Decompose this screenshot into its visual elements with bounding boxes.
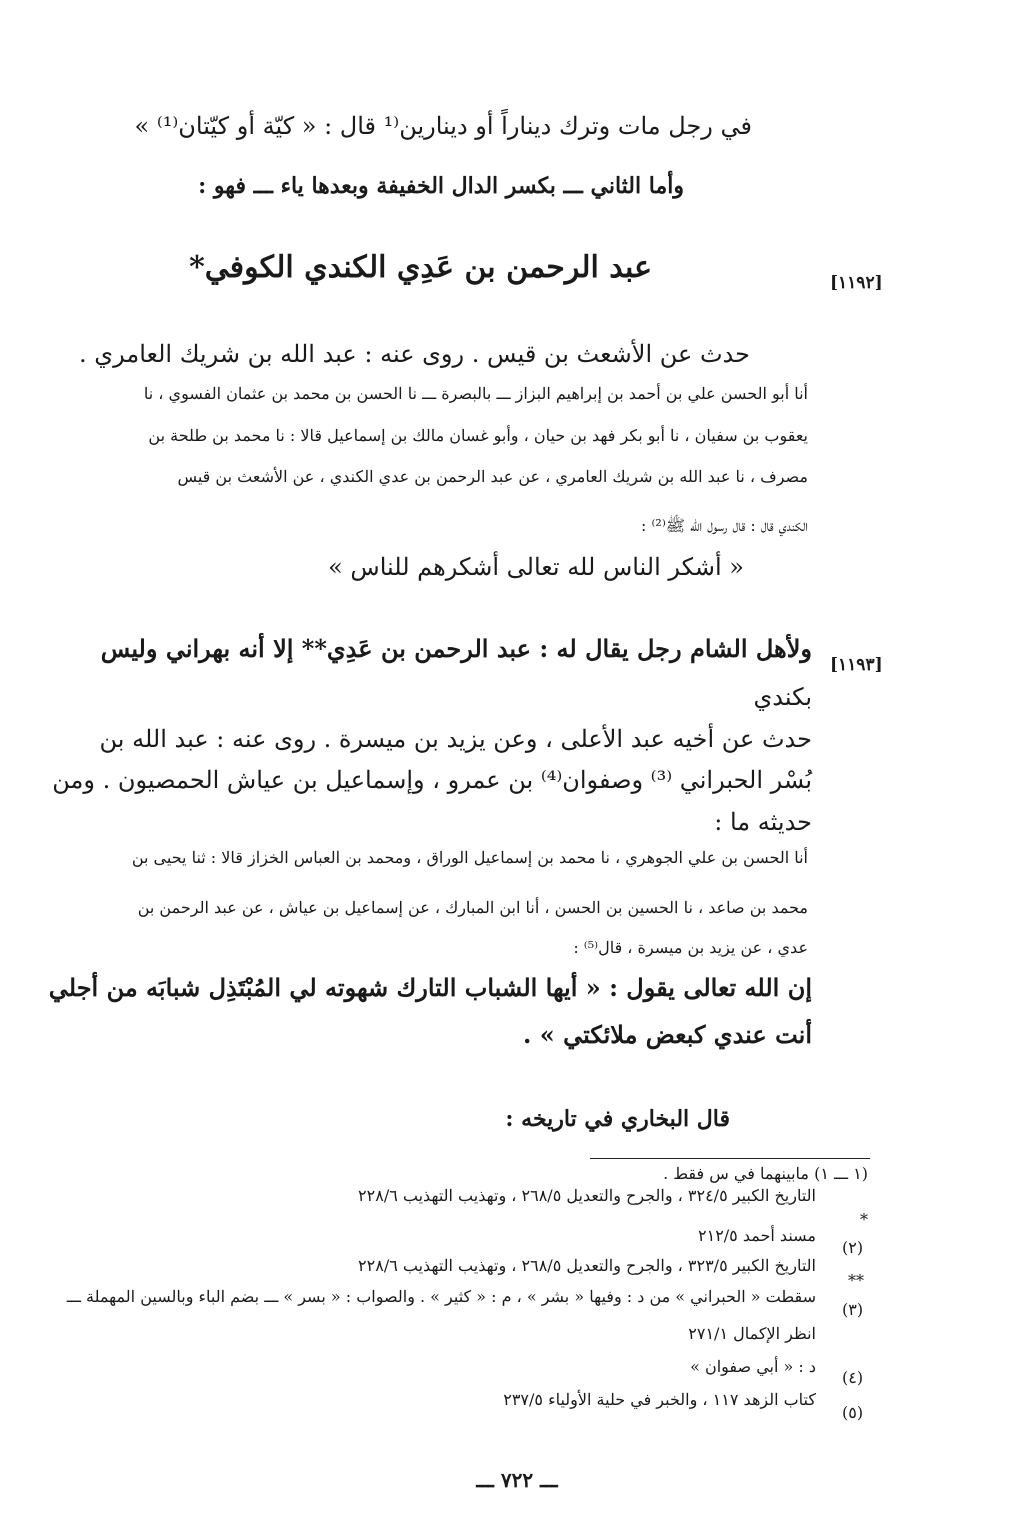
footnote-4-mark: (٤) (842, 1368, 864, 1387)
entry-1193-line-5: حديثه ما : (714, 808, 812, 836)
footnote-star-2-mark: ** (848, 1271, 864, 1290)
footnote-star-2: التاريخ الكبير ٣٢٣/٥ ، والجرح والتعديل ٢٦٨/٥ ، وتهذيب التهذيب ٢٢٨/٦ (358, 1256, 816, 1275)
entry-number-1193: [١١٩٣] (830, 655, 883, 675)
intro-line-1: في رجل مات وترك ديناراً أو دينارين⁽¹ قال : « كيّة أو كيّتان⁽¹⁾ » (134, 112, 752, 140)
footnote-star-1: التاريخ الكبير ٣٢٤/٥ ، والجرح والتعديل ٢٦٨/٥ ، وتهذيب التهذيب ٢٢٨/٦ (358, 1186, 816, 1205)
footnote-3-mark: (٣) (842, 1300, 864, 1319)
entry-1192-line-2: أنا أبو الحسن علي بن أحمد بن إبراهيم البزاز ـــ بالبصرة ـــ نا الحسن بن محمد بن عثمان الفسوي ، نا (143, 384, 808, 403)
footnote-star-1-mark: * (860, 1210, 868, 1229)
footnote-2-mark: (٢) (842, 1238, 864, 1257)
footnote-2: مسند أحمد ٢١٢/٥ (698, 1226, 816, 1245)
entry-1192-line-4: مصرف ، نا عبد الله بن شريك العامري ، عن عبد الرحمن بن عدي الكندي ، عن الأشعث بن قيس (177, 467, 808, 486)
entry-1192-line-1: حدث عن الأشعث بن قيس . روى عنه : عبد الله بن شريك العامري . (79, 340, 750, 368)
entry-number-1192: [١١٩٢] (830, 273, 883, 293)
footnote-5: كتاب الزهد ١١٧ ، والخبر في حلية الأولياء ٢٣٧/٥ (503, 1390, 816, 1409)
footnote-3-line-2: انظر الإكمال ٢٧١/١ (688, 1324, 816, 1343)
hadith-1193-line-1: إن الله تعالى يقول : « أيها الشباب التارك شهوته لي المُبْتَذِل شبابَه من أجلي (48, 973, 812, 1002)
footnote-3-line-1: سقطت « الحبراني » من د : وفيها « بشر » ، م : « كثير » . والصواب : « بسر » ـــ بضم الباء وبالسين المهملة ـــ (66, 1287, 816, 1306)
entry-1193-line-4: بُسْر الحبراني ⁽³⁾ وصفوان⁽⁴⁾ بن عمرو ، وإسماعيل بن عياش الحمصيون . ومن (52, 766, 812, 794)
intro-line-2: وأما الثاني ـــ بكسر الدال الخفيفة وبعدها ياء ـــ فهو : (198, 173, 684, 199)
entry-1193-line-6: أنا الحسن بن علي الجوهري ، نا محمد بن إسماعيل الوراق ، ومحمد بن العباس الخزاز قالا : ثنا يحيى بن (131, 848, 808, 867)
page-number: ـــ ٧٢٢ ـــ (476, 1468, 558, 1492)
footnote-divider (590, 1158, 870, 1159)
footnote-5-mark: (٥) (842, 1403, 864, 1422)
bukhari-line: قال البخاري في تاريخه : (505, 1106, 730, 1132)
entry-1193-line-8: عدي ، عن يزيد بن ميسرة ، قال⁽⁵⁾ : (573, 938, 808, 957)
entry-1193-line-3: حدث عن أخيه عبد الأعلى ، وعن يزيد بن ميسرة . روى عنه : عبد الله بن (99, 725, 812, 753)
entry-title-1192: عبد الرحمن بن عَدِي الكندي الكوفي* (189, 250, 652, 285)
entry-1192-line-5: الكندي قال : قال رسول الله ﷺ⁽²⁾ : (641, 516, 808, 535)
entry-1193-line-2: بكندي (753, 683, 812, 711)
hadith-1192: « أشكر الناس لله تعالى أشكرهم للناس » (328, 553, 744, 581)
entry-1192-line-3: يعقوب بن سفيان ، نا أبو بكر فهد بن حيان ، وأبو غسان مالك بن إسماعيل قالا : نا محمد بن طلحة بن (148, 426, 808, 445)
hadith-1193-line-2: أنت عندي كبعض ملائكتي » . (523, 1020, 812, 1049)
footnote-4: د : « أبي صفوان » (690, 1357, 816, 1376)
entry-1193-line-1: ولأهل الشام رجل يقال له : عبد الرحمن بن عَدِي** إلا أنه بهراني وليس (100, 634, 812, 663)
footnote-1: (١ ـــ ١) مابينهما في س فقط . (663, 1164, 868, 1183)
entry-1193-line-7: محمد بن صاعد ، نا الحسين بن الحسن ، أنا ابن المبارك ، عن إسماعيل بن عياش ، عن عبد الرحمن بن (137, 898, 808, 917)
